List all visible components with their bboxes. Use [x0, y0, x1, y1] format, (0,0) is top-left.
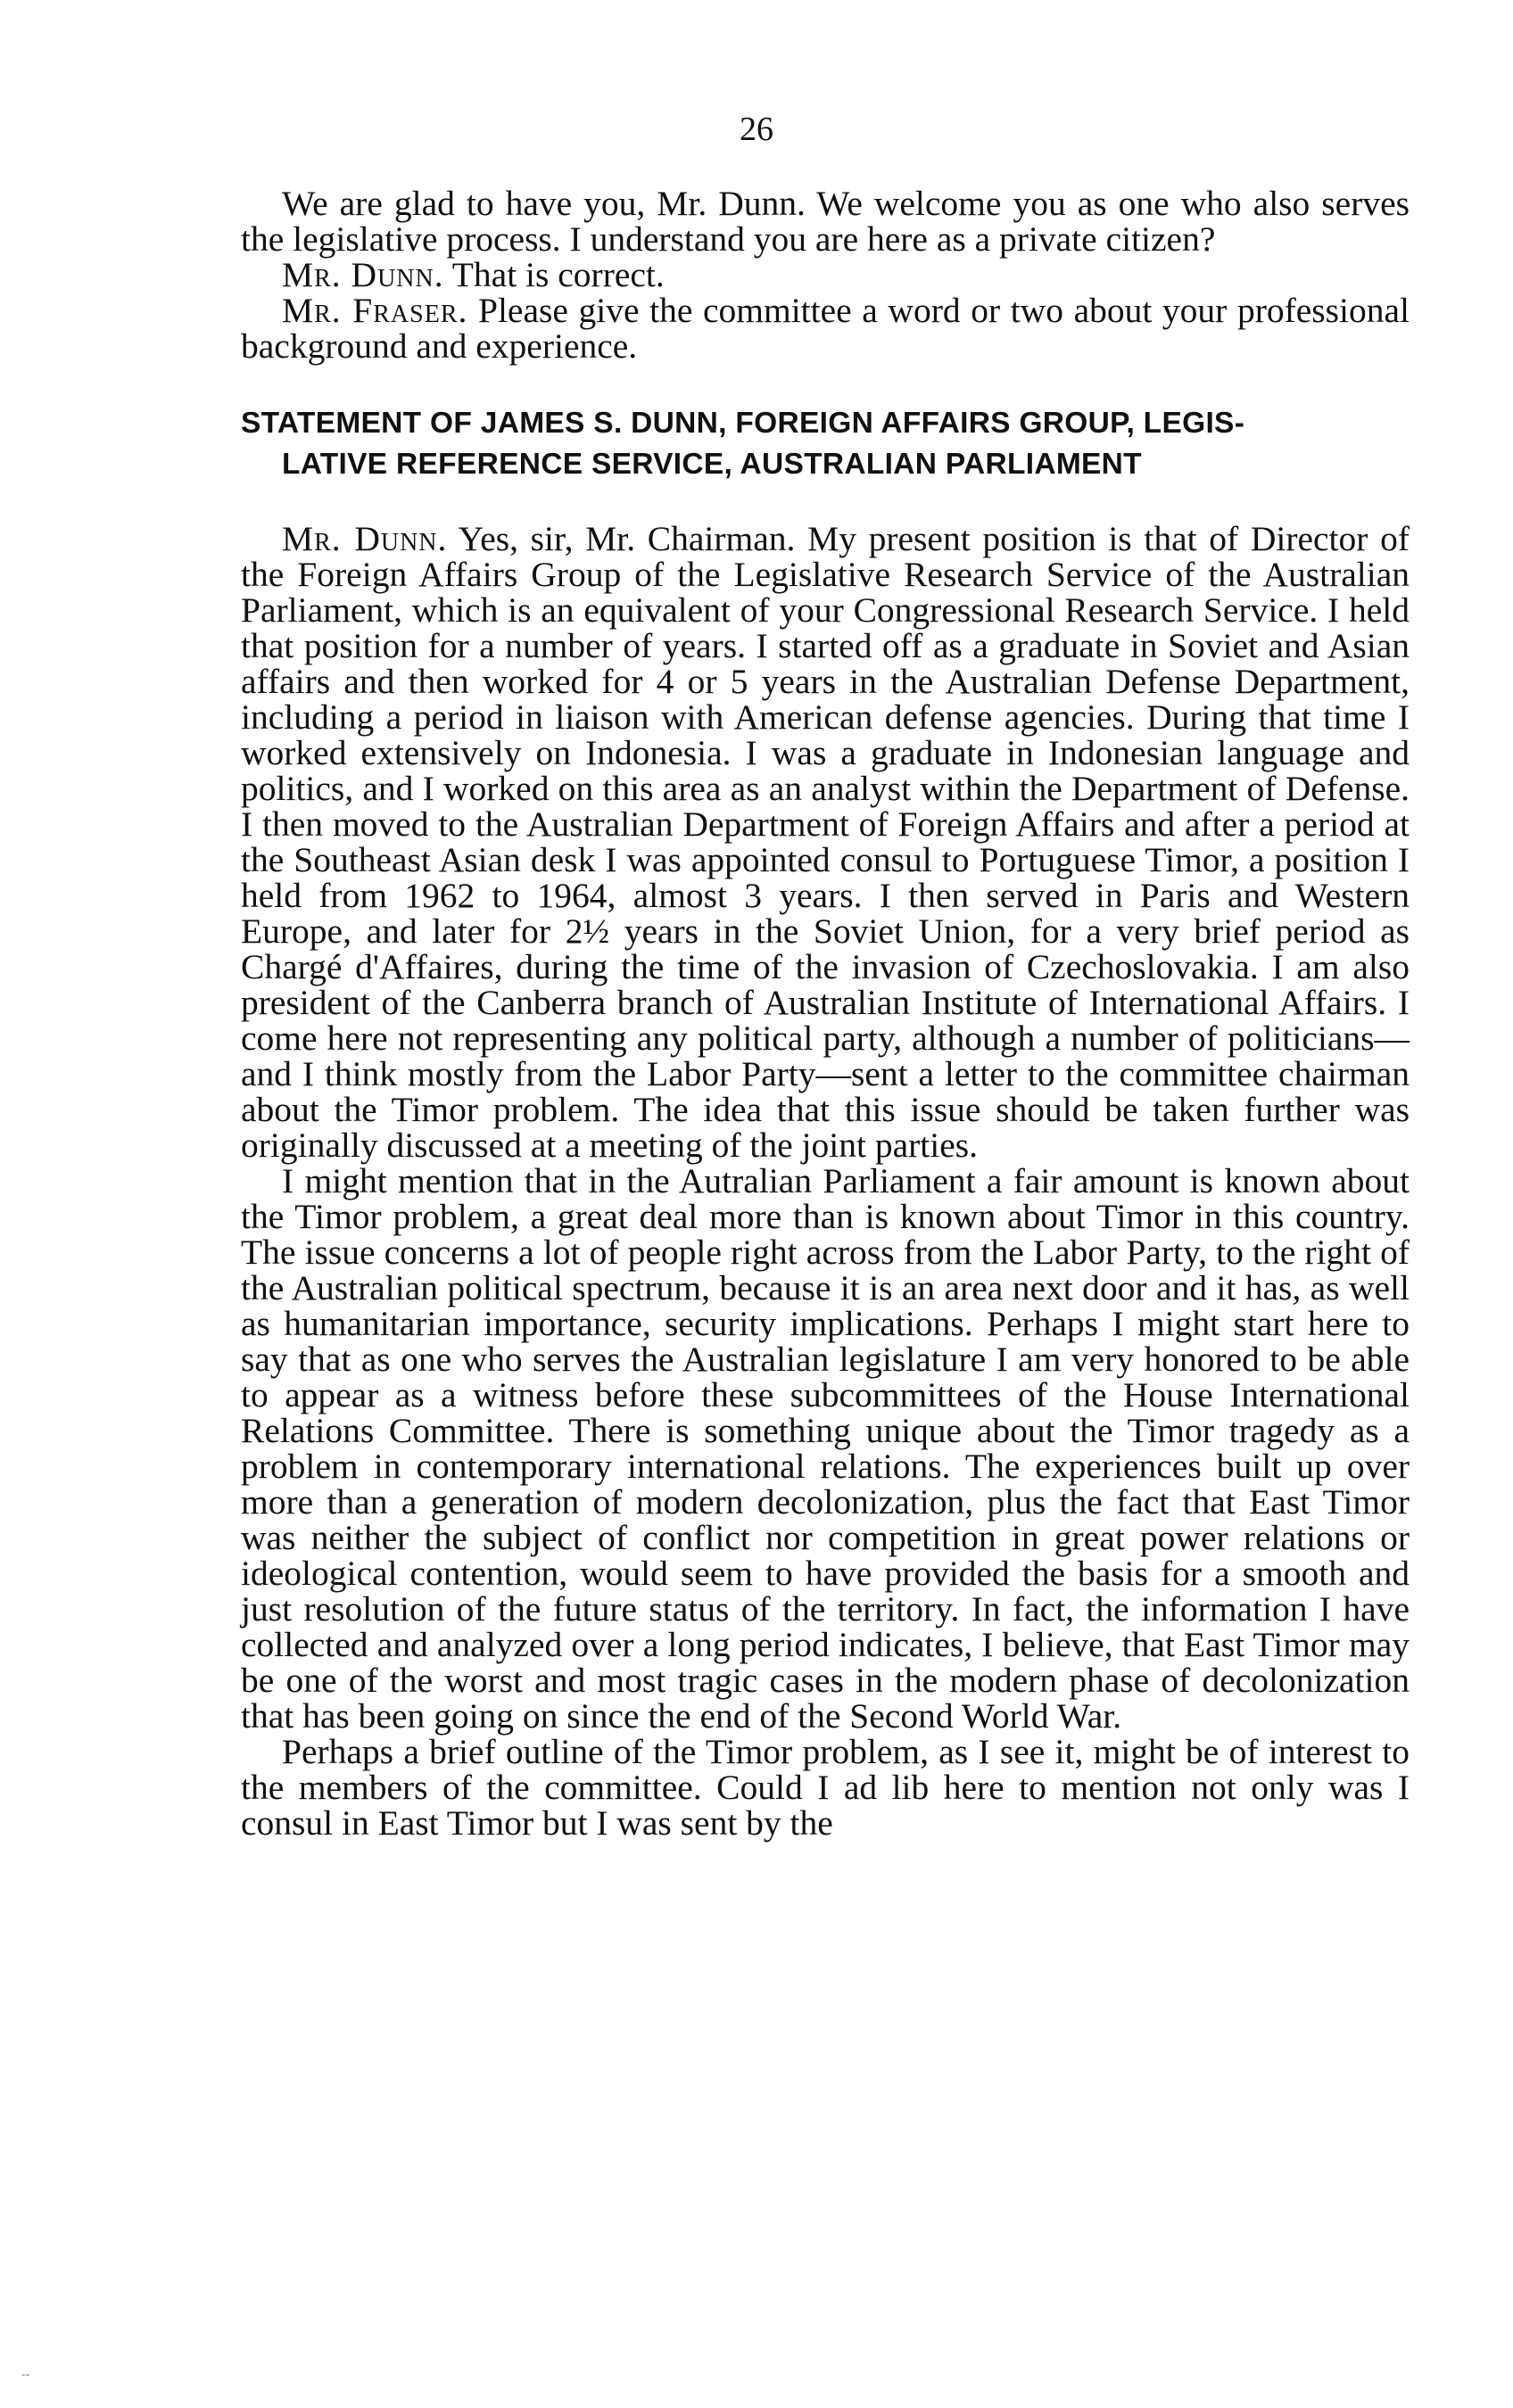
- speech-text: Yes, sir, Mr. Chairman. My present position is that of Director of the Foreign Affairs Group of the Legislative Research Service of the Australian Parliament, which is an equivalent of your Congressional Research Service. I held that position for a number of years. I started off as a graduate in Soviet and Asian affairs and then worked for 4 or 5 years in the Australian Defense Department, including a period in liaison with American defense agencies. During that time I worked extensively on Indonesia. I was a graduate in Indonesian language and politics, and I worked on this area as an analyst within the Department of Defense. I then moved to the Australian Department of Foreign Affairs and after a period at the Southeast Asian desk I was appointed consul to Portuguese Timor, a position I held from 1962 to 1964, almost 3 years. I then served in Paris and Western Europe, and later for 2½ years in the Soviet Union, for a very brief period as Chargé d'Affaires, during the time of the invasion of Czechoslovakia. I am also president of the Canberra branch of Australian Institute of International Affairs. I come here not representing any political party, although a number of politicians—and I think mostly from the Labor Party—sent a letter to the committee chairman about the Timor problem. The idea that this issue should be taken further was originally discussed at a meeting of the joint parties.: [241, 519, 1410, 1165]
- intro-paragraph-fraser-request: [241, 293, 1410, 364]
- scan-mark: --: [21, 2368, 30, 2381]
- intro-paragraph-welcome: We are glad to have you, Mr. Dunn. We welcome you as one who also serves the legislative process. I understand you are here as a private citizen?: [241, 184, 1410, 259]
- statement-paragraph-outline: Perhaps a brief outline of the Timor problem, as I see it, might be of interest to the members of the committee. Could I ad lib here to mention not only was I consul in East Timor but I was sent by the: [241, 1732, 1410, 1843]
- intro-paragraph-dunn-reply: [241, 257, 1410, 293]
- section-heading-line-2: LATIVE REFERENCE SERVICE, AUSTRALIAN PARLIAMENT: [282, 448, 1142, 481]
- body-text: [241, 186, 1410, 1841]
- section-heading-line-1: STATEMENT OF JAMES S. DUNN, FOREIGN AFFAIRS GROUP, LEGIS-: [241, 407, 1245, 440]
- speaker-name: Mr. Fraser.: [282, 291, 468, 330]
- speech-text: That is correct.: [451, 255, 665, 294]
- section-heading: [241, 403, 1410, 485]
- page-number: 26: [740, 111, 773, 148]
- speaker-name: Mr. Dunn.: [282, 255, 444, 294]
- speech-text: Please give the committee a word or two about your professional background and experience.: [241, 291, 1410, 366]
- statement-paragraph-parliament: I might mention that in the Autralian Parliament a fair amount is known about the Timor problem, a great deal more than is known about Timor in this country. The issue concerns a lot of people right across from the Labor Party, to the right of the Australian political spectrum, because it is an area next door and it has, as well as humanitarian importance, security implications. Perhaps I might start here to say that as one who serves the Australian legislature I am very honored to be able to appear as a witness before these subcommittees of the House International Relations Committee. There is something unique about the Timor tragedy as a problem in contemporary international relations. The experiences built up over more than a generation of modern decolonization, plus the fact that East Timor was neither the subject of conflict nor competition in great power relations or ideological contention, would seem to have provided the basis for a smooth and just resolution of the future status of the territory. In fact, the information I have collected and analyzed over a long period indicates, I believe, that East Timor may be one of the worst and most tragic cases in the modern phase of decolonization that has been going on since the end of the Second World War.: [241, 1161, 1410, 1736]
- statement-paragraph-background: [241, 521, 1410, 1163]
- speaker-name: Mr. Dunn.: [282, 519, 448, 558]
